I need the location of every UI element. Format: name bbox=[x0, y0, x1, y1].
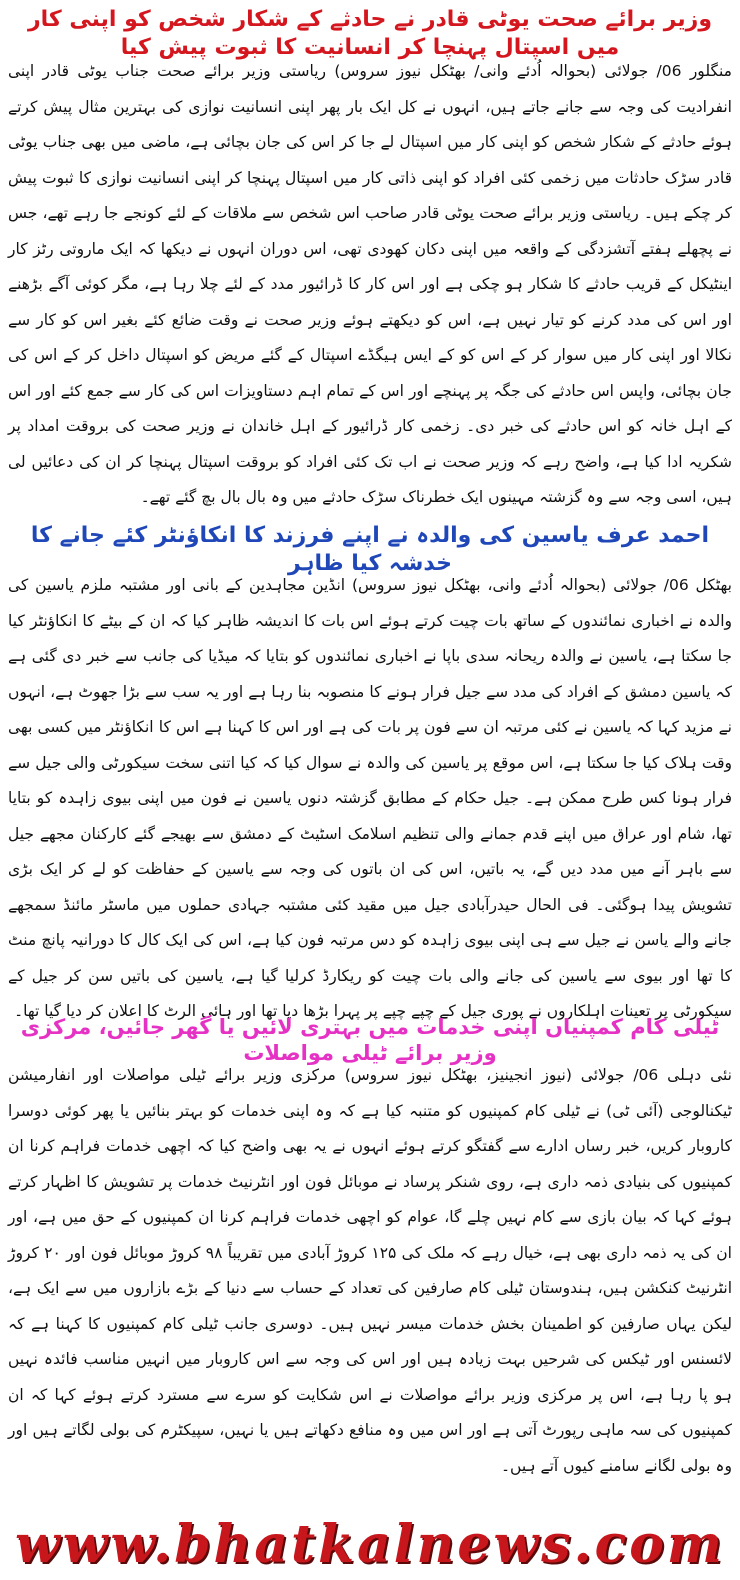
article-telecom bbox=[8, 1014, 732, 1478]
article-body-telecom: نئی دہلی 06/ جولائی (نیوز انجینیز، بھٹکل نیوز سروس) مرکزی وزیر برائے ٹیلی مواصلات اور انفارمیشن ٹیکنالوجی (آئی ٹی) نے ٹیلی کام کمپنیوں کو متنبہ کیا ہے کہ وہ اپنی خدمات کو بہتر بنائیں یا پھر کوئی دوسرا کاروبار کریں، خبر رساں ادارے سے گفتگو کرتے ہوئے انہوں نے یہ بھی واضح کیا کہ اچھی خدمات فراہم کرنا ان کمپنیوں کی بنیادی ذمہ داری ہے، روی شنکر پرساد نے موبائل فون اور انٹرنیٹ خدمات پر تشویش کا اظہار کرتے ہوئے کہا کہ بیان بازی سے کام نہیں چلے گا، عوام کو اچھی خدمات فراہم کرنا ان کمپنیوں کے حق میں ہے، اور ان کی یہ ذمہ داری بھی ہے، خیال رہے کہ ملک کی ۱۲۵ کروڑ آبادی میں تقریباً ۹۸ کروڑ موبائل فون اور ۲۰ کروڑ انٹرنیٹ کنکشن ہیں، ہندوستان ٹیلی کام صارفین کی تعداد کے حساب سے دنیا کے بڑے بازاروں میں سے ایک ہے، لیکن یہاں صارفین کو اطمینان بخش خدمات میسر نہیں ہیں۔ دوسری جانب ٹیلی کام کمپنیوں کا کہنا ہے کہ لائسنس اور ٹیکس کی شرحیں بہت زیادہ ہیں اور اس کی وجہ سے اس کاروبار میں انہیں مناسب فائدہ نہیں ہو پا رہا ہے، اس پر مرکزی وزیر برائے مواصلات نے اس شکایت کو سرے سے مسترد کرتے ہوئے کہا کہ ان کمپنیوں کی سہ ماہی رپورٹ آتی ہے اور اس میں وہ منافع دکھاتے ہیں یا نہیں، سپیکٹرم کی بولی لگاتے ہیں اور وہ بولی لگانے سامنے کیوں آتے ہیں۔ bbox=[8, 1066, 732, 1475]
article-health-minister bbox=[8, 0, 732, 516]
headline-health-minister: وزیر برائے صحت یوٹی قادر نے حادثے کے شکار شخص کو اپنی کار میں اسپتال پہنچا کر انسانیت کا ثبوت پیش کیا bbox=[27, 7, 713, 60]
headline-yasin-mother: احمد عرف یاسین کی والدہ نے اپنے فرزند کا انکاؤنٹر کئے جانے کا خدشہ کیا ظاہر bbox=[30, 523, 710, 576]
headline-telecom: ٹیلی کام کمپنیاں اپنی خدمات میں بہتری لائیں یا گھر جائیں، مرکزی وزیر برائے ٹیلی مواصلات bbox=[20, 1015, 720, 1066]
site-url-banner: www.bhatkalnews.com bbox=[15, 1514, 725, 1575]
article-body-yasin-mother: بھٹکل 06/ جولائی (بحوالہ اُدئے وانی، بھٹکل نیوز سروس) انڈین مجاہدین کے بانی اور مشتبہ ملزم یاسین کی والدہ نے اخباری نمائندوں کے ساتھ بات چیت کرتے ہوئے اس بات کا اندیشہ ظاہر کیا کہ ان کے بیٹے کا انکاؤنٹر کیا جا سکتا ہے، یاسین نے والدہ ریحانہ سدی باپا نے اخباری نمائندوں کو بتایا کہ میڈیا کی جانب سے خبر دی گئی ہے کہ یاسین دمشق کے افراد کی مدد سے جیل فرار ہونے کا منصوبہ بنا رہا ہے اور یہ سب سے بڑا جھوٹ ہے، انہوں نے مزید کہا کہ یاسین نے کئی مرتبہ ان سے فون پر بات کی ہے اور اس کا کہنا ہے اس کا انکاؤنٹر میں کسی بھی وقت ہلاک کیا جا سکتا ہے، اس موقع پر یاسین کی والدہ نے سوال کیا کہ کیا اتنی سخت سیکورٹی والی جیل سے فرار ہونا کس طرح ممکن ہے۔ جیل حکام کے مطابق گزشتہ دنوں یاسین نے فون میں اپنی بیوی زاہدہ کو بتایا تھا، شام اور عراق میں اپنے قدم جمانے والی تنظیم اسلامک اسٹیٹ کے دمشق سے بھیجے گئے کارکنان مجھے جیل سے باہر آنے میں مدد دیں گے، یہ باتیں، اس کی ان باتوں کی وجہ سے یاسین کے حفاظت کو لے کر ایک بڑی تشویش پیدا ہوگئی۔ فی الحال حیدرآبادی جیل میں مقید کئی مشتبہ جہادی حملوں میں ماسٹر مائنڈ سمجھے جانے والے یاسن نے جیل سے ہی اپنی بیوی زاہدہ کو دس مرتبہ فون کیا ہے، اس کی ایک کال کا دورانیہ پانچ منٹ کا تھا اور بیوی سے یاسین کی جانے والی بات چیت کو ریکارڈ کرلیا گیا ہے، یاسین کی باتیں سن کر جیل کے سیکورٹی پر تعینات اہلکاروں نے پوری جیل کے چپے چپے پر پہرا بڑھا دیا تھا اور ہائی الرٹ کا اعلان کر دیا گیا تھا۔ bbox=[8, 576, 733, 1020]
article-yasin-mother bbox=[8, 522, 733, 1020]
article-body-health-minister: منگلور 06/ جولائی (بحوالہ اُدئے وانی/ بھٹکل نیوز سروس) ریاستی وزیر برائے صحت جناب یوٹی قادر اپنی انفرادیت کی وجہ سے جانے جاتے ہیں، انہوں نے کل ایک بار پھر اپنی انسانیت نوازی کی بہترین مثال پیش کرتے ہوئے حادثے کے شکار شخص کو اپنی کار میں اسپتال لے جا کر اس کی جان بچائی ہے، ماضی میں بھی جناب یوٹی قادر سڑک حادثات میں زخمی کئی افراد کو اپنی ذاتی کار میں اسپتال پہنچا کر اپنی انسانیت نوازی کا ثبوت پیش کر چکے ہیں۔ ریاستی وزیر برائے صحت یوٹی قادر صاحب اس شخص سے ملاقات کے لئے کونجے جا رہے تھے، جس نے پچھلے ہفتے آتشزدگی کے واقعہ میں اپنی دکان کھودی تھی، اس دوران انہوں نے دیکھا کہ ایک ماروتی رٹز کار اینٹیکل کے قریب حادثے کا شکار ہو چکی ہے اور اس کار کا ڈرائیور مدد کے لئے چلا رہا ہے، مگر کوئی آگے بڑھنے اور اس کی مدد کرنے کو تیار نہیں ہے، اس کو دیکھتے ہوئے وزیر صحت نے وقت ضائع کئے بغیر اس کو کار سے نکالا اور اپنی کار میں سوار کر کے اس کو کے ایس ہیگڈے اسپتال کے گئے مریض کو اسپتال داخل کر کے اس کی جان بچائی، واپس اس حادثے کی جگہ پر پہنچے اور اس کے تمام اہم دستاویزات اس کی کار سے جمع کئے اور اس کے اہل خانہ کو اس حادثے کی خبر دی۔ زخمی کار ڈرائیور کے اہل خاندان نے وزیر صحت کی بروقت امداد پر شکریہ ادا کیا ہے، واضح رہے کہ وزیر صحت نے اب تک کئی افراد کو بروقت اسپتال پہنچا کر ان کی دعائیں لی ہیں، اسی وجہ سے وہ گزشتہ مہینوں ایک خطرناک سڑک حادثے میں وہ بال بال بچ گئے تھے۔ bbox=[8, 62, 732, 506]
